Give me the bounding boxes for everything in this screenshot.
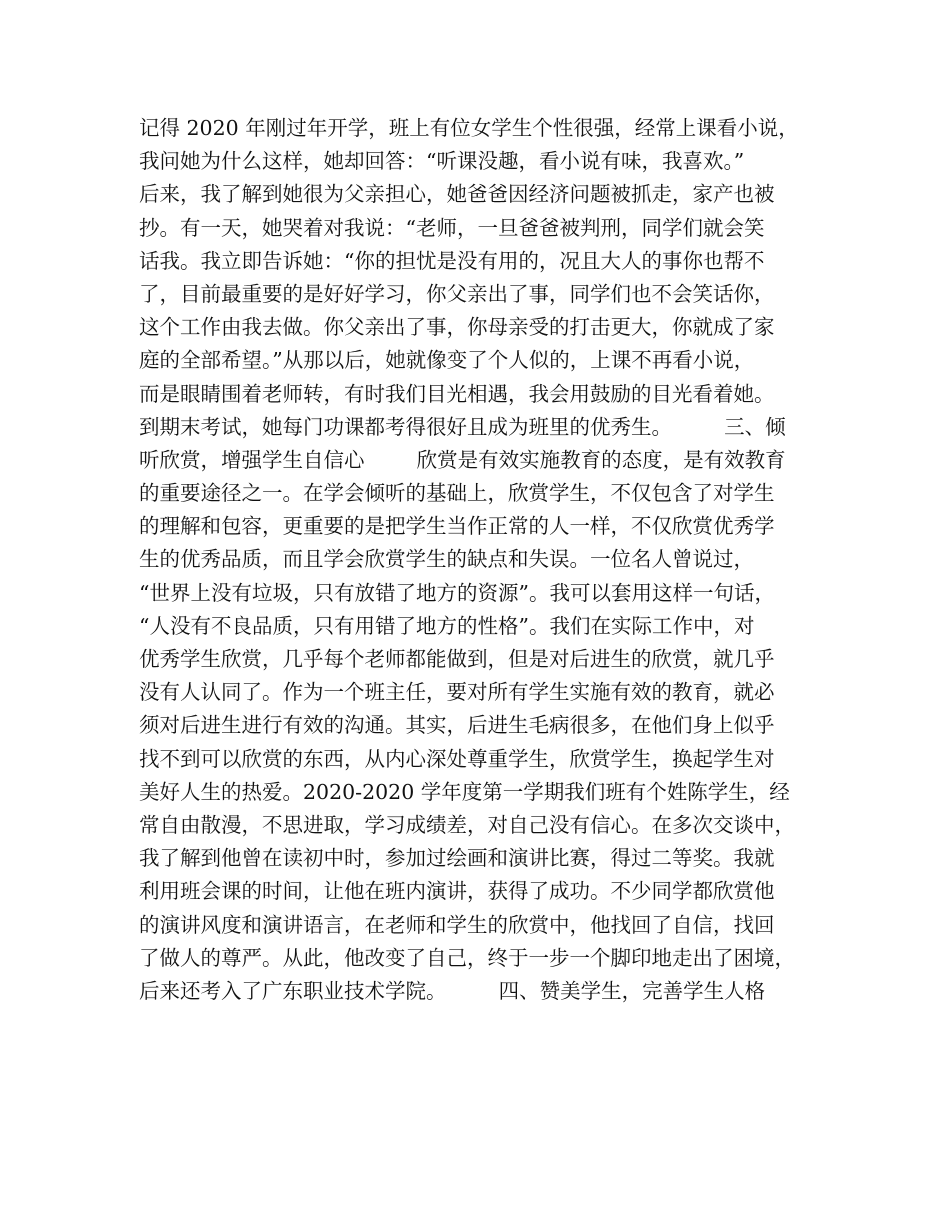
body-text [139, 112, 829, 1008]
text-line: 抄。有一天，她哭着对我说：“老师，一旦爸爸被判刑，同学们就会笑 [139, 215, 765, 240]
text-line: 了，目前最重要的是好好学习，你父亲出了事，同学们也不会笑话你， [139, 281, 775, 306]
text-line: 生的优秀品质，而且学会欣赏学生的缺点和失误。一位名人曾说过， [139, 547, 754, 572]
text-line: 了做人的尊严。从此，他改变了自己，终于一步一个脚印地走出了困境， [139, 945, 795, 970]
text-line: “人没有不良品质，只有用错了地方的性格”。我们在实际工作中，对 [139, 613, 755, 638]
text-line: 常自由散漫，不思进取，学习成绩差，对自己没有信心。在多次交谈中， [139, 812, 795, 837]
text-line: 我问她为什么这样，她却回答：“听课没趣，看小说有味，我喜欢。” [139, 149, 745, 174]
text-line: 庭的全部希望。”从那以后，她就像变了个人似的，上课不再看小说， [139, 348, 755, 373]
text-line: 听欣赏，增强学生自信心 欣赏是有效实施教育的态度，是有效教育 [139, 447, 786, 472]
text-line: 后来，我了解到她很为父亲担心，她爸爸因经济问题被抓走，家产也被 [139, 182, 775, 207]
text-line: 我了解到他曾在读初中时，参加过绘画和演讲比赛，得过二等奖。我就 [139, 846, 775, 871]
text-line: 的重要途径之一。在学会倾听的基础上，欣赏学生，不仅包含了对学生 [139, 481, 775, 506]
text-line: 后来还考入了广东职业技术学院。 四、赞美学生，完善学生人格 [139, 978, 766, 1003]
text-line: 的理解和包容，更重要的是把学生当作正常的人一样，不仅欣赏优秀学 [139, 514, 775, 539]
text-line: 找不到可以欣赏的东西，从内心深处尊重学生，欣赏学生，换起学生对 [139, 746, 775, 771]
text-line: 的演讲风度和演讲语言，在老师和学生的欣赏中，他找回了自信，找回 [139, 912, 775, 937]
text-line: 利用班会课的时间，让他在班内演讲，获得了成功。不少同学都欣赏他 [139, 879, 775, 904]
text-line: 这个工作由我去做。你父亲出了事，你母亲受的打击更大，你就成了家 [139, 315, 775, 340]
text-line: 到期末考试，她每门功课都考得很好且成为班里的优秀生。 三、倾 [139, 414, 786, 439]
text-line: 没有人认同了。作为一个班主任，要对所有学生实施有效的教育，就必 [139, 680, 775, 705]
text-line: 优秀学生欣赏，几乎每个老师都能做到，但是对后进生的欣赏，就几乎 [139, 647, 775, 671]
text-line: “世界上没有垃圾，只有放错了地方的资源”。我可以套用这样一句话， [139, 580, 775, 605]
text-line: 美好人生的热爱。2020-2020 学年度第一学期我们班有个姓陈学生，经 [139, 779, 790, 804]
text-line: 记得 2020 年刚过年开学，班上有位女学生个性很强，经常上课看小说， [139, 116, 799, 140]
text-line: 须对后进生进行有效的沟通。其实，后进生毛病很多，在他们身上似乎 [139, 713, 775, 738]
text-line: 而是眼睛围着老师转，有时我们目光相遇，我会用鼓励的目光看着她。 [139, 381, 775, 406]
text-line: 话我。我立即告诉她：“你的担忧是没有用的，况且大人的事你也帮不 [139, 248, 765, 273]
